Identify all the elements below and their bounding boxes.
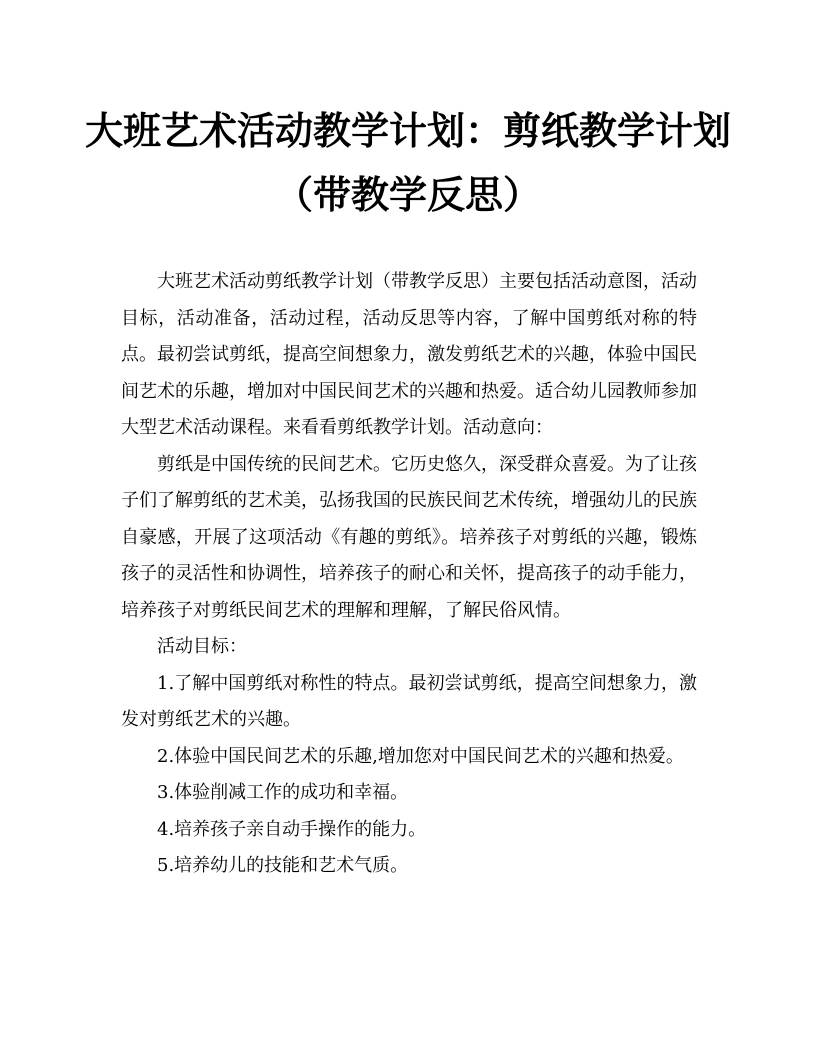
document-title-line-2: （带教学反思） [274, 172, 541, 217]
goal-item: 1.了解中国剪纸对称性的特点。最初尝试剪纸，提高空间想象力，激发对剪纸艺术的兴趣。 [121, 672, 697, 730]
document-body [121, 264, 697, 885]
intent-paragraph: 剪纸是中国传统的民间艺术。它历史悠久，深受群众喜爱。为了让孩子们了解剪纸的艺术美，弘扬我国的民族民间艺术传统，增强幼儿的民族自豪感，开展了这项活动《有趣的剪纸》。培养孩子对剪纸的兴趣，锻炼孩子的灵活性和协调性，培养孩子的耐心和关怀，提高孩子的动手能力，培养孩子对剪纸民间艺术的理解和理解，了解民俗风情。 [121, 453, 697, 621]
goal-item: 2.体验中国民间艺术的乐趣,增加您对中国民间艺术的兴趣和热爱。 [157, 745, 684, 767]
document-title-line-1: 大班艺术活动教学计划：剪纸教学计划 [84, 108, 731, 153]
goal-item: 4.培养孩子亲自动手操作的能力。 [157, 818, 427, 840]
goal-item: 3.体验削减工作的成功和幸福。 [157, 782, 409, 803]
goals-heading: 活动目标： [157, 636, 247, 657]
intro-paragraph: 大班艺术活动剪纸教学计划（带教学反思）主要包括活动意图，活动目标，活动准备，活动过程，活动反思等内容，了解中国剪纸对称的特点。最初尝试剪纸，提高空间想象力，激发剪纸艺术的兴趣，体验中国民间艺术的乐趣，增加对中国民间艺术的兴趣和热爱。适合幼儿园教师参加大型艺术活动课程。来看看剪纸教学计划。活动意向： [121, 271, 697, 438]
goal-item: 5.培养幼儿的技能和艺术气质。 [157, 855, 409, 876]
